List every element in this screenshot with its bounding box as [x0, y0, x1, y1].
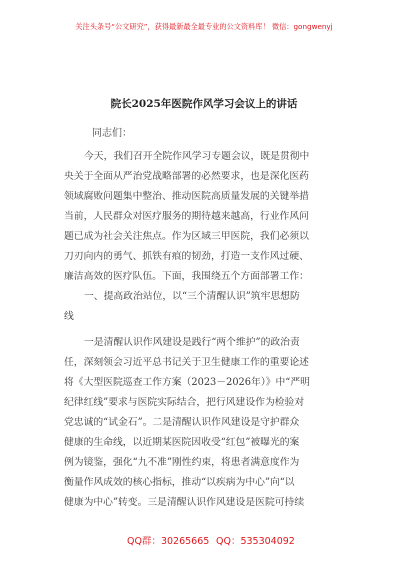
paragraph-section1	[64, 333, 350, 513]
text-line: 例为镜鉴，强化“九不准”刚性约束，将患者满意度作为	[64, 457, 300, 468]
text-line: 今天，我们召开全院作风学习专题会议，既是贯彻中	[84, 151, 310, 162]
qq-contact-number: QQ：535304092	[216, 536, 295, 547]
text-line: 当前，人民群众对医疗服务的期待越来越高，行业作风问	[64, 211, 309, 222]
text-line: 将《大型医院巡查工作方案（2023－2026年）》中“严明	[64, 377, 310, 388]
text-line: 题已成为社会关注焦点。作为区域三甲医院，我们必须以	[64, 231, 309, 242]
document-title: 院长2025年医院作风学习会议上的讲话	[110, 98, 298, 110]
text-line: 廉洁高效的医疗队伍。下面，我围绕五个方面部署工作：	[64, 271, 309, 282]
text-line: 健康为中心”转变。三是清醒认识作风建设是医院可持续	[64, 497, 305, 508]
text-line: 央关于全面从严治党战略部署的必然要求，也是深化医药	[64, 171, 309, 182]
text-line: 党忠诚的“试金石”。二是清醒认识作风建设是守护群众	[64, 417, 300, 428]
document-body	[64, 147, 350, 513]
header-banner: 关注头条号“公文研究”，获得最新最全最专业的公文资料库！ 微信：gongwenyj	[75, 22, 333, 31]
text-line: 线	[64, 311, 74, 322]
text-line: 纪律红线”要求与医院实际结合，把行风建设作为检验对	[64, 397, 305, 408]
section-heading	[64, 287, 350, 327]
text-line: 衡量作风成效的核心指标，推动“以疾病为中心”向“以	[64, 477, 295, 488]
text-line: 刀刃向内的勇气、抓铁有痕的韧劲，打造一支作风过硬、	[64, 251, 309, 262]
paragraph-intro	[64, 147, 350, 287]
salutation: 同志们：	[92, 128, 132, 139]
text-line: 任，深刻领会习近平总书记关于卫生健康工作的重要论述	[64, 357, 309, 368]
text-line: 一是清醒认识作风建设是践行“两个维护”的政治责	[84, 337, 300, 348]
text-line: 健康的生命线，以近期某医院因收受“红包”被曝光的案	[64, 437, 300, 448]
text-line: 领域腐败问题集中整治、推动医院高质量发展的关键举措	[64, 191, 309, 202]
text-line: 一、提高政治站位，以“三个清醒认识”筑牢思想防	[84, 291, 300, 302]
qq-group-number: QQ群：30265665	[127, 536, 210, 547]
